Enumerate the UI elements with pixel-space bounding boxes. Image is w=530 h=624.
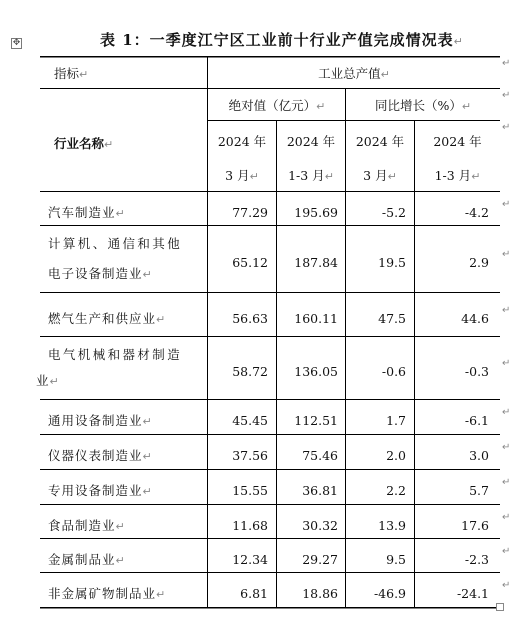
row-end-mark: ↵ bbox=[502, 546, 511, 557]
table-resize-handle-icon[interactable] bbox=[496, 603, 504, 611]
row-end-mark: ↵ bbox=[502, 358, 511, 369]
row-end-mark: ↵ bbox=[502, 580, 511, 591]
yoy-march-value: 2.2 bbox=[386, 483, 406, 498]
industry-name-line: 非金属矿物制品业↵ bbox=[48, 586, 167, 601]
row-end-mark: ↵ bbox=[502, 249, 511, 260]
industry-name-line: 通用设备制造业↵ bbox=[48, 413, 153, 428]
abs-march-value: 6.81 bbox=[240, 586, 268, 601]
abs-march-value: 37.56 bbox=[232, 448, 268, 463]
industry-name-line: 燃气生产和供应业↵ bbox=[48, 311, 167, 326]
row-end-mark: ↵ bbox=[502, 58, 511, 69]
abs-q1-value: 18.86 bbox=[302, 586, 338, 601]
industry-name-line: 电子设备制造业↵ bbox=[48, 266, 153, 281]
yoy-march-value: 1.7 bbox=[386, 413, 406, 428]
header-year-col3: 2024 年 bbox=[355, 134, 405, 149]
header-indicator: 指标↵ bbox=[54, 66, 89, 81]
row-end-mark: ↵ bbox=[502, 199, 511, 210]
yoy-march-value: 19.5 bbox=[378, 255, 406, 270]
row-end-mark: ↵ bbox=[502, 407, 511, 418]
industry-name-line: 专用设备制造业↵ bbox=[48, 483, 153, 498]
abs-q1-value: 160.11 bbox=[294, 311, 338, 326]
header-year-col4: 2024 年 bbox=[433, 134, 482, 149]
abs-q1-value: 36.81 bbox=[302, 483, 338, 498]
header-year-col2: 2024 年 bbox=[286, 134, 336, 149]
row-end-mark: ↵ bbox=[502, 90, 511, 101]
abs-march-value: 12.34 bbox=[232, 552, 268, 567]
yoy-march-value: 9.5 bbox=[386, 552, 406, 567]
table-move-handle-icon[interactable]: ✥ bbox=[12, 38, 21, 48]
abs-q1-value: 30.32 bbox=[302, 518, 338, 533]
header-output-value: 工业总产值↵ bbox=[318, 66, 390, 81]
header-jan-mar-col2: 1-3 月↵ bbox=[288, 168, 334, 183]
yoy-q1-value: -24.1 bbox=[456, 586, 489, 601]
abs-q1-value: 29.27 bbox=[302, 552, 338, 567]
abs-q1-value: 112.51 bbox=[294, 413, 338, 428]
header-year-col1: 2024 年 bbox=[217, 134, 267, 149]
industry-name-line: 电气机械和器材制造 bbox=[48, 347, 183, 362]
abs-q1-value: 195.69 bbox=[294, 205, 338, 220]
industry-name-line: 食品制造业↵ bbox=[48, 518, 126, 533]
row-end-mark: ↵ bbox=[502, 305, 511, 316]
yoy-q1-value: -2.3 bbox=[464, 552, 489, 567]
abs-march-value: 65.12 bbox=[232, 255, 268, 270]
industry-name-line: 金属制品业↵ bbox=[48, 552, 126, 567]
yoy-march-value: 47.5 bbox=[378, 311, 406, 326]
yoy-q1-value: -6.1 bbox=[464, 413, 489, 428]
abs-march-value: 58.72 bbox=[232, 364, 268, 379]
header-absolute-value: 绝对值（亿元）↵ bbox=[228, 98, 326, 113]
yoy-march-value: 2.0 bbox=[386, 448, 406, 463]
header-jan-mar-col4: 1-3 月↵ bbox=[434, 168, 481, 183]
yoy-q1-value: 17.6 bbox=[461, 518, 489, 533]
row-end-mark: ↵ bbox=[502, 477, 511, 488]
row-end-mark: ↵ bbox=[502, 442, 511, 453]
yoy-q1-value: -0.3 bbox=[464, 364, 489, 379]
yoy-q1-value: 5.7 bbox=[469, 483, 489, 498]
abs-q1-value: 75.46 bbox=[302, 448, 338, 463]
abs-march-value: 11.68 bbox=[232, 518, 268, 533]
yoy-q1-value: 3.0 bbox=[469, 448, 489, 463]
yoy-q1-value: -4.2 bbox=[464, 205, 489, 220]
header-industry-name: 行业名称↵ bbox=[54, 136, 114, 151]
yoy-q1-value: 2.9 bbox=[469, 255, 489, 270]
table-title: 表 1：一季度江宁区工业前十行业产值完成情况表↵ bbox=[100, 31, 464, 49]
yoy-march-value: -5.2 bbox=[381, 205, 406, 220]
row-end-mark: ↵ bbox=[502, 512, 511, 523]
yoy-march-value: -0.6 bbox=[381, 364, 406, 379]
abs-march-value: 56.63 bbox=[232, 311, 268, 326]
abs-q1-value: 187.84 bbox=[294, 255, 338, 270]
header-yoy-growth: 同比增长（%）↵ bbox=[374, 98, 472, 113]
header-march-col3: 3 月↵ bbox=[363, 168, 397, 183]
abs-march-value: 15.55 bbox=[232, 483, 268, 498]
yoy-march-value: 13.9 bbox=[378, 518, 406, 533]
row-end-mark: ↵ bbox=[502, 122, 511, 133]
yoy-march-value: -46.9 bbox=[373, 586, 406, 601]
industry-name-line: 汽车制造业↵ bbox=[48, 205, 126, 220]
abs-q1-value: 136.05 bbox=[294, 364, 338, 379]
abs-march-value: 45.45 bbox=[232, 413, 268, 428]
yoy-q1-value: 44.6 bbox=[461, 311, 489, 326]
industry-name-line: 计算机、通信和其他 bbox=[48, 236, 183, 251]
header-march-col1: 3 月↵ bbox=[225, 168, 259, 183]
industry-name-line: 业↵ bbox=[36, 373, 60, 388]
industry-name-line: 仪器仪表制造业↵ bbox=[48, 448, 153, 463]
abs-march-value: 77.29 bbox=[232, 205, 268, 220]
